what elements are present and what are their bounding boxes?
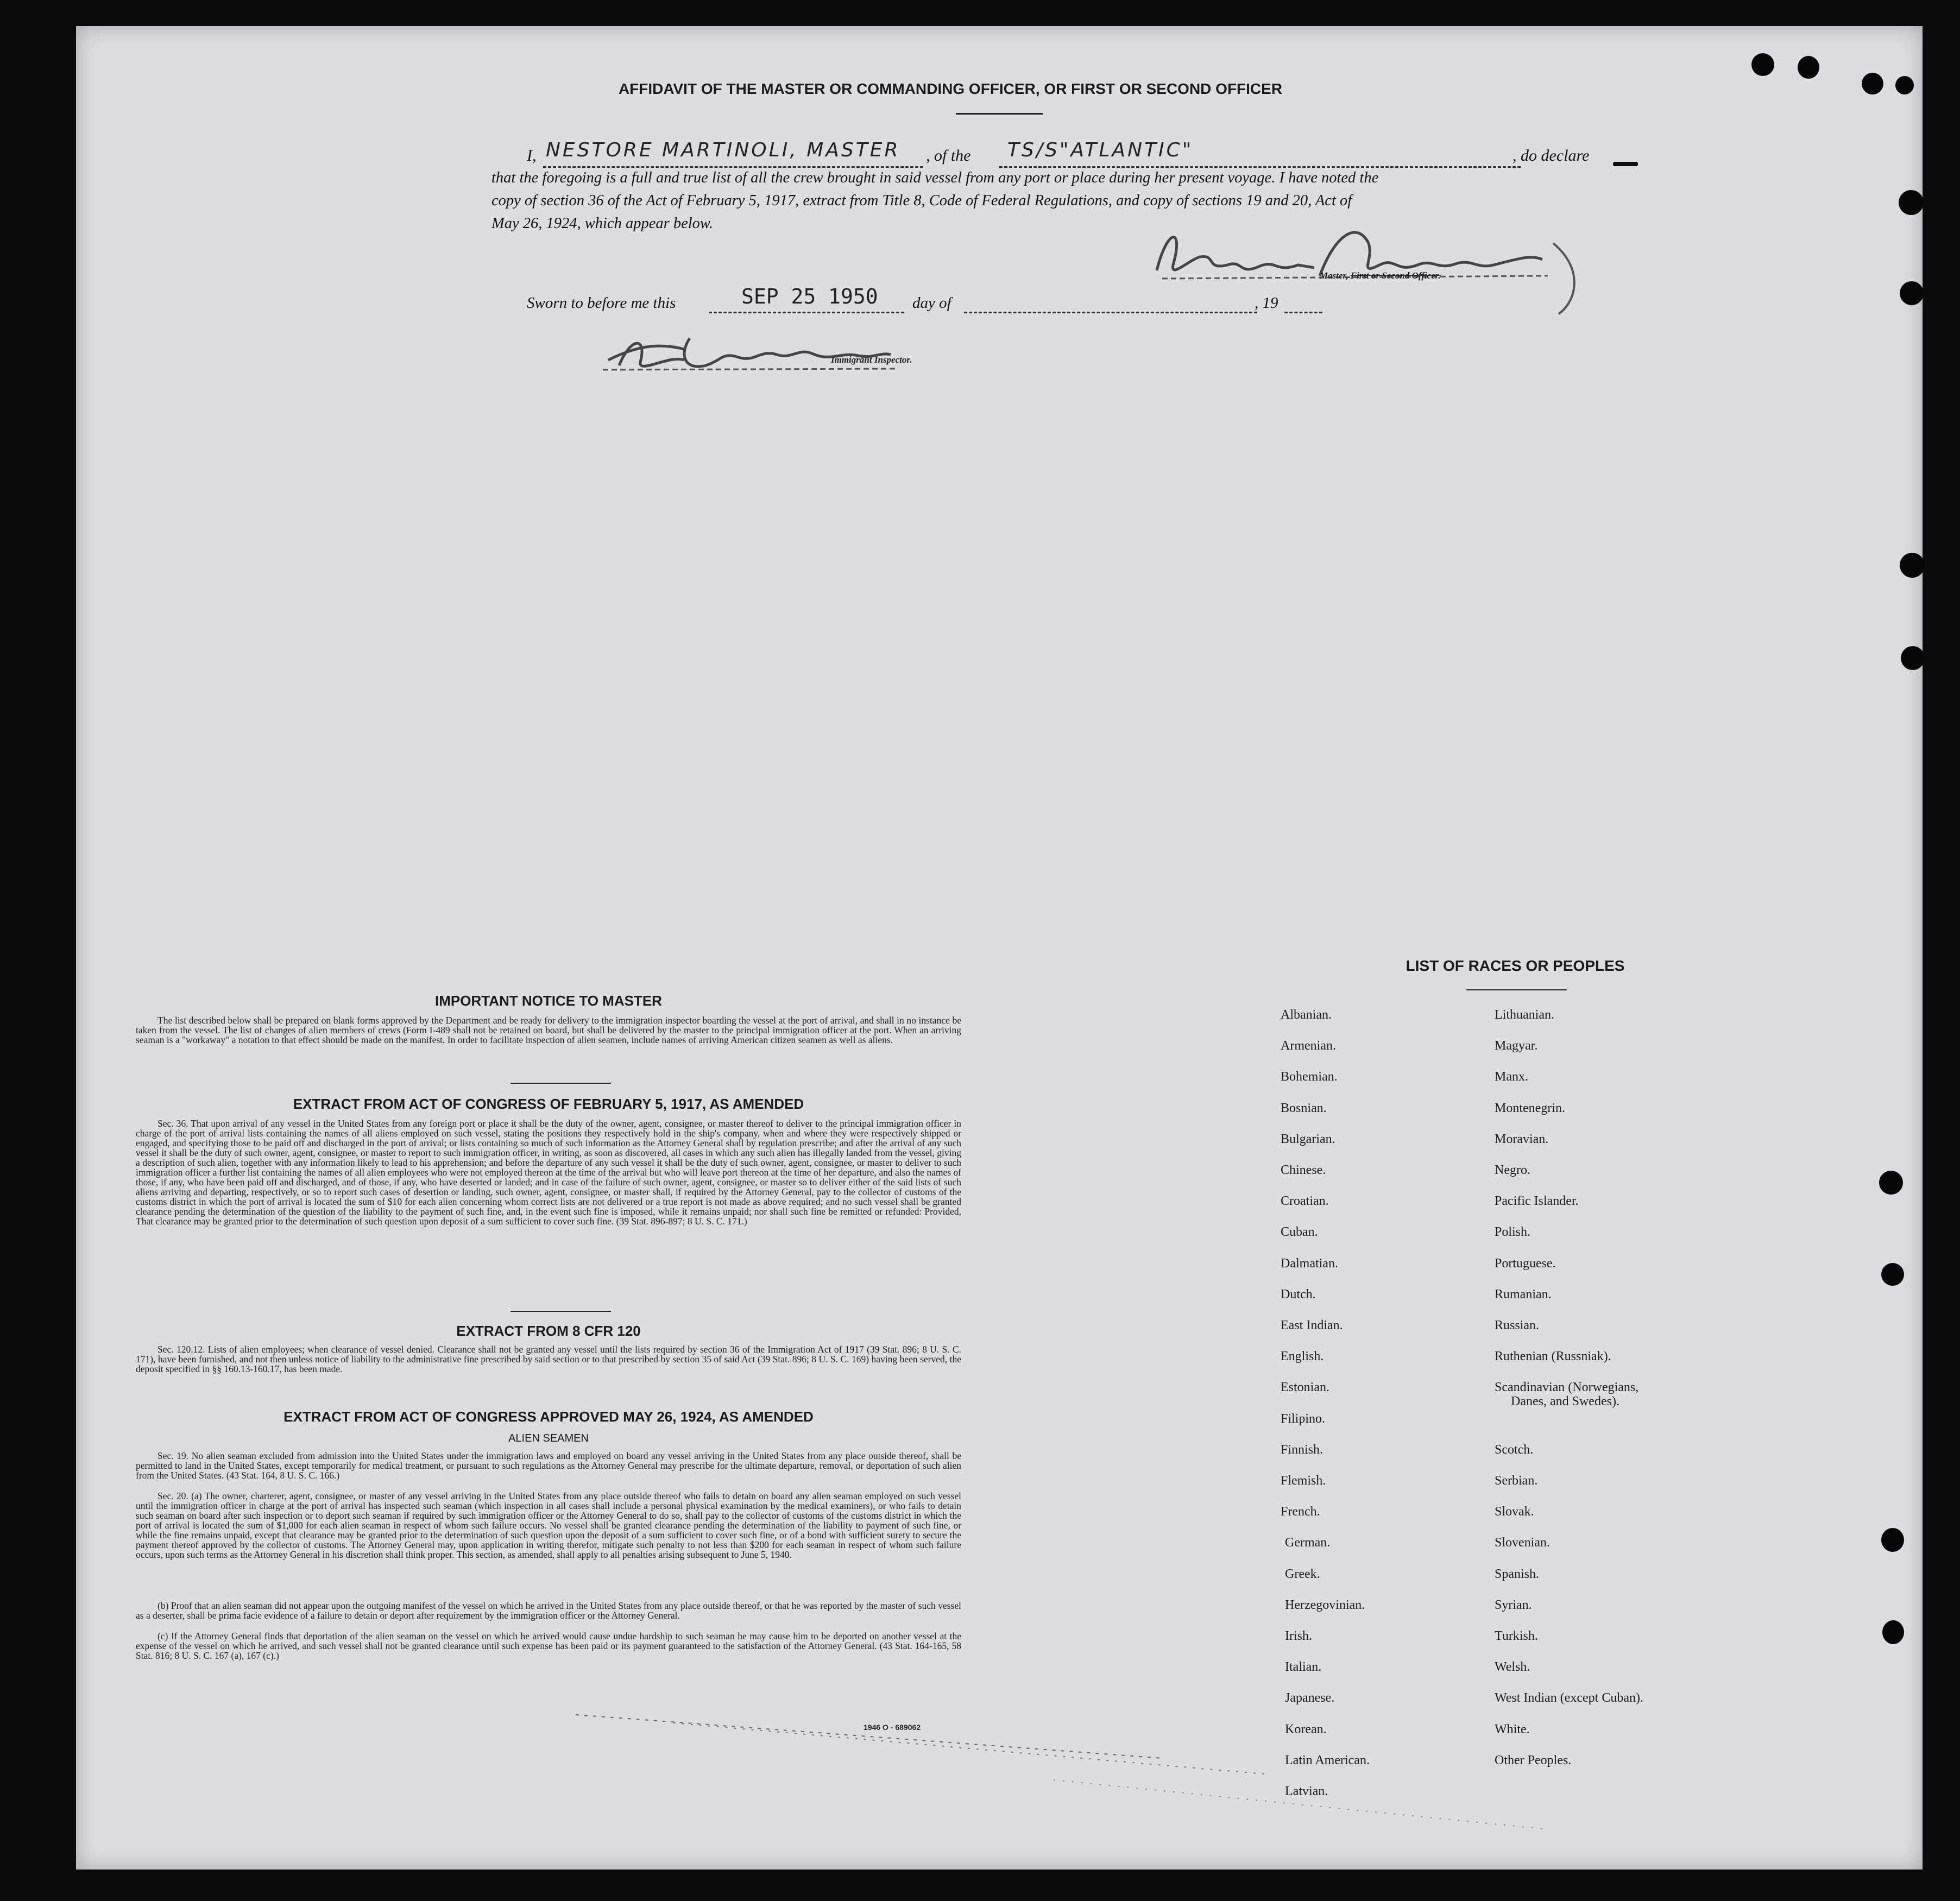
race-item: Irish. — [1285, 1629, 1312, 1643]
affidavit-body-line3: copy of section 36 of the Act of February 5, 1917, extract from Title 8, Code of Federal Regulations, and copy of sections 19 and 20, Act of — [491, 192, 1352, 209]
extract-1917-title: EXTRACT FROM ACT OF CONGRESS OF FEBRUARY 5, 1917, AS AMENDED — [293, 1096, 804, 1112]
race-item: Slovak. — [1495, 1505, 1534, 1519]
extract-1924-subtitle: ALIEN SEAMEN — [508, 1432, 589, 1444]
races-title: LIST OF RACES OR PEOPLES — [1406, 957, 1625, 974]
race-item: Herzegovinian. — [1285, 1597, 1365, 1612]
vessel-name: TS/S"ATLANTIC" — [1007, 139, 1194, 161]
race-item: German. — [1285, 1536, 1331, 1550]
notice-divider — [511, 1083, 611, 1084]
extract-cfr-title: EXTRACT FROM 8 CFR 120 — [456, 1323, 641, 1339]
sworn-day-label: day of — [912, 294, 951, 312]
race-item: Spanish. — [1495, 1567, 1540, 1581]
punch-hole — [1751, 53, 1774, 76]
sworn-date-line — [709, 312, 904, 313]
affidavit-body-line2: that the foregoing is a full and true list of all the crew brought in said vessel from any port or place during her present voyage. I have noted the — [491, 169, 1379, 186]
scan-artifacts — [456, 1698, 1597, 1840]
race-item: Flemish. — [1281, 1474, 1326, 1488]
race-item: Greek. — [1285, 1567, 1320, 1581]
race-item: Scotch. — [1495, 1442, 1534, 1457]
extract-1924-sec20b: (b) Proof that an alien seaman did not appear upon the outgoing manifest of the vessel on which he arrived in the United States from any place outside thereof, or that he was reported by the master of such vessel as a deserter, shall be prima facie evidence of a failure to detain or deport after requirement by the immigration officer or the Attorney General. — [136, 1600, 961, 1621]
race-item: Manx. — [1495, 1070, 1528, 1084]
race-item: Italian. — [1285, 1660, 1322, 1675]
race-item: Welsh. — [1495, 1660, 1530, 1675]
punch-hole — [1901, 646, 1925, 670]
race-item: Korean. — [1285, 1722, 1327, 1736]
race-item: Rumanian. — [1495, 1287, 1552, 1302]
extract-1917-text: Sec. 36. That upon arrival of any vessel in the United States from any foreign port or place it shall be the duty of the owner, agent, consignee, or master thereof to deliver to the principal immigration officer in charge of the port of arrival lists containing the names of all aliens employed on such vessel, stating the positions they respectively hold in the ship's company, when and where they were respectively shipped or engaged, and specifying those to be paid off and discharged in the port of arrival; or lists containing so much of such information as the Attorney General shall by regulation prescribe; and after the arrival of any such vessel it shall be the duty of such owner, agent, consignee, or master to report to such immigration officer, in writing, as soon as discovered, all cases in which any such alien has illegally landed from the vessel, giving a description of such alien, together with any information likely to lead to his apprehension; and before the departure of any such vessel it shall be the duty of such owner, agent, consignee, or master to deliver to such immigration officer a further list containing the names of all alien employees who were not employed thereon at the time of the arrival but who will leave port thereon at the time of her departure, and also the names of those, if any, who have been paid off and discharged, and of those, if any, who have deserted or landed; and in case of the failure of such owner, agent, consignee, or master so to deliver either of the said lists of such aliens arriving and departing, respectively, or so to report such cases of desertion or landing, such owner, agent, consignee, or master shall, if required by the Attorney General, pay to the collector of customs of the customs district in which the port of arrival is located the sum of $10 for each alien concerning whom correct lists are not delivered or a true report is not made as above required; and no such vessel shall be granted clearance pending the determination of the question of the liability to the payment of such fine, and, in the event such fine is imposed, while it remains unpaid; nor shall such fine be remitted or refunded: Provided, That clearance may be granted prior to the determination of such question upon deposit of a sum sufficient to cover such fine. (39 Stat. 896-897; 8 U. S. C. 171.) — [136, 1118, 961, 1227]
punch-hole — [1900, 553, 1925, 578]
affidavit-declare: , do declare — [1512, 147, 1590, 165]
race-item: Polish. — [1495, 1225, 1531, 1240]
punch-hole — [1899, 190, 1924, 215]
sworn-date-stamp: SEP 25 1950 — [741, 285, 878, 308]
sworn-year-label: , 19 — [1255, 294, 1278, 312]
race-item: Bosnian. — [1281, 1101, 1327, 1115]
race-item: Latvian. — [1285, 1784, 1328, 1798]
race-item: Lithuanian. — [1495, 1008, 1554, 1022]
race-item: Other Peoples. — [1495, 1753, 1572, 1767]
race-item: Turkish. — [1495, 1629, 1538, 1643]
race-item: Dalmatian. — [1281, 1256, 1338, 1271]
master-caption-label: Master, — [1320, 270, 1348, 281]
sworn-prefix: Sworn to before me this — [527, 294, 676, 312]
notice-title: IMPORTANT NOTICE TO MASTER — [435, 993, 662, 1009]
extract-1924-sec20a: Sec. 20. (a) The owner, charterer, agent, consignee, or master of any vessel arriving in the United States from any place outside thereof who fails to detain on board any alien seaman employed on such vessel until the immigration officer in charge at the port of arrival has inspected such seaman (which inspection in all cases shall include a personal physical examination by the medical examiners), or who fails to detain such seaman on board after such inspection or to deport such seaman if required by such immigration officer or the Attorney General to do so, shall pay to the collector of customs of the customs district in which the port of arrival is located the sum of $1,000 for each alien seaman in respect of whom such failure occurs. No vessel shall be granted clearance pending the determination of the liability to payment of such fine, or while the fine remains unpaid, except that clearance may be granted prior to the determination of such question upon the deposit of a sum sufficient to cover such fine, or of a bond with sufficient surety to secure the payment thereof approved by the collector of customs. The Attorney General may, upon application in writing therefor, mitigate such penalty to not less than $200 for each seaman in respect of whom such failure occurs, upon such terms as the Attorney General in his discretion shall think proper. This section, as amended, shall apply to all penalties arising subsequent to June 5, 1940. — [136, 1491, 961, 1560]
punch-hole — [1879, 1171, 1903, 1195]
race-item: Latin American. — [1285, 1753, 1370, 1767]
sworn-year-line — [1284, 312, 1322, 313]
race-item: West Indian (except Cuban). — [1495, 1691, 1643, 1706]
race-item: Dutch. — [1281, 1287, 1316, 1302]
notice-text: The list described below shall be prepared on blank forms approved by the Department and be ready for delivery to the immigration inspector boarding the vessel at the port of arrival, and shall in no instance be taken from the vessel. The list of changes of alien members of crews (Form I-489 shall not be retained on board, but shall be delivered by the master to the principal immigration officer at the port. When an arriving seaman is a "workaway" a notation to that effect should be made on the manifest. In order to facilitate inspection of alien seamen, include names of arriving American citizen seamen as well as aliens. — [136, 1015, 961, 1045]
race-item: Scandinavian (Norwegians, — [1495, 1380, 1639, 1395]
race-item: Serbian. — [1495, 1474, 1538, 1488]
extract-cfr-text: Sec. 120.12. Lists of alien employees; when clearance of vessel denied. Clearance shall not be granted any vessel until the lists required by section 36 of the Immigration Act of 1917 (39 Stat. 896; 8 U. S. C. 171), have been furnished, and not then unless notice of liability to the administrative fine prescribed by said section or to that prescribed by section 35 of said Act (39 Stat. 896; 8 U. S. C. 169) having been served, the deposit specified in §§ 160.13-160.17, has been made. — [136, 1344, 961, 1374]
punch-hole — [1900, 281, 1924, 305]
punch-hole — [1798, 56, 1819, 79]
race-item: Armenian. — [1281, 1039, 1336, 1053]
inspector-signature — [597, 322, 902, 382]
race-item: Chinese. — [1281, 1163, 1326, 1177]
race-item: Japanese. — [1285, 1691, 1335, 1706]
race-item: Danes, and Swedes). — [1511, 1394, 1619, 1409]
document-page — [76, 26, 1923, 1870]
extract-1924-sec20c: (c) If the Attorney General finds that deportation of the alien seaman on the vessel on which he arrived would cause undue hardship to such seaman he may cause him to be deported on another vessel at the expense of the vessel on which he arrived, and such vessel shall not be granted clearance until such expense has been paid or its payment guaranteed to the satisfaction of the Attorney General. (43 Stat. 164-165, 58 Stat. 816; 8 U. S. C. 167 (a), 167 (c).) — [136, 1631, 961, 1661]
race-item: East Indian. — [1281, 1318, 1343, 1332]
affidavit-of-the: , of the — [926, 147, 971, 165]
race-item: Pacific Islander. — [1495, 1194, 1579, 1209]
race-item: Bohemian. — [1281, 1070, 1338, 1084]
race-item: Slovenian. — [1495, 1536, 1550, 1550]
punch-hole — [1881, 1528, 1904, 1552]
punch-hole — [1882, 1620, 1904, 1644]
master-name: NESTORE MARTINOLI, MASTER — [546, 139, 900, 161]
race-item: Estonian. — [1281, 1380, 1329, 1395]
master-caption — [1320, 270, 1441, 281]
race-item: White. — [1495, 1722, 1530, 1736]
master-signature — [1140, 205, 1608, 325]
race-item: Bulgarian. — [1281, 1132, 1335, 1146]
affidavit-body-line4: May 26, 1924, which appear below. — [491, 215, 713, 232]
punch-hole — [1862, 73, 1883, 94]
edge-mark — [1613, 162, 1638, 166]
extract-1924-sec19: Sec. 19. No alien seaman excluded from admission into the United States under the immigration laws and employed on board any vessel arriving in the United States from any place outside thereof, shall be permitted to land in the United States, except temporarily for medical treatment, or pursuant to such regulations as the Attorney General may prescribe for the ultimate departure, removal, or deportation of such alien from the United States. (43 Stat. 164, 8 U. S. C. 166.) — [136, 1450, 961, 1481]
race-item: Filipino. — [1281, 1411, 1326, 1426]
race-item: Albanian. — [1281, 1008, 1332, 1022]
race-item: Croatian. — [1281, 1194, 1329, 1209]
inspector-caption: Immigrant Inspector. — [831, 355, 912, 365]
sworn-month-line — [964, 312, 1257, 313]
master-name-line — [543, 166, 923, 168]
title-divider — [956, 113, 1043, 115]
extract-1924-title: EXTRACT FROM ACT OF CONGRESS APPROVED MAY 26, 1924, AS AMENDED — [283, 1409, 814, 1425]
race-item: Ruthenian (Russniak). — [1495, 1349, 1611, 1364]
race-item: Finnish. — [1281, 1442, 1324, 1457]
affidavit-title: AFFIDAVIT OF THE MASTER OR COMMANDING OFFICER, OR FIRST OR SECOND OFFICER — [618, 80, 1283, 97]
punch-hole — [1881, 1263, 1904, 1286]
race-item: Negro. — [1495, 1163, 1530, 1177]
vessel-name-line — [999, 166, 1521, 168]
race-item: Cuban. — [1281, 1225, 1318, 1240]
race-item: Portuguese. — [1495, 1256, 1556, 1271]
race-item: Russian. — [1495, 1318, 1540, 1332]
race-item: Syrian. — [1495, 1597, 1532, 1612]
master-caption-struck: First or Second Officer. — [1350, 270, 1441, 281]
race-item: Montenegrin. — [1495, 1101, 1565, 1115]
race-item: English. — [1281, 1349, 1324, 1364]
extract-1917-divider — [511, 1311, 611, 1312]
punch-hole — [1895, 76, 1914, 94]
race-item: Moravian. — [1495, 1132, 1549, 1146]
print-code: 1946 O - 689062 — [864, 1723, 921, 1732]
race-item: French. — [1281, 1505, 1320, 1519]
races-divider — [1466, 989, 1567, 990]
race-item: Magyar. — [1495, 1039, 1538, 1053]
affidavit-prefix: I, — [527, 147, 537, 165]
